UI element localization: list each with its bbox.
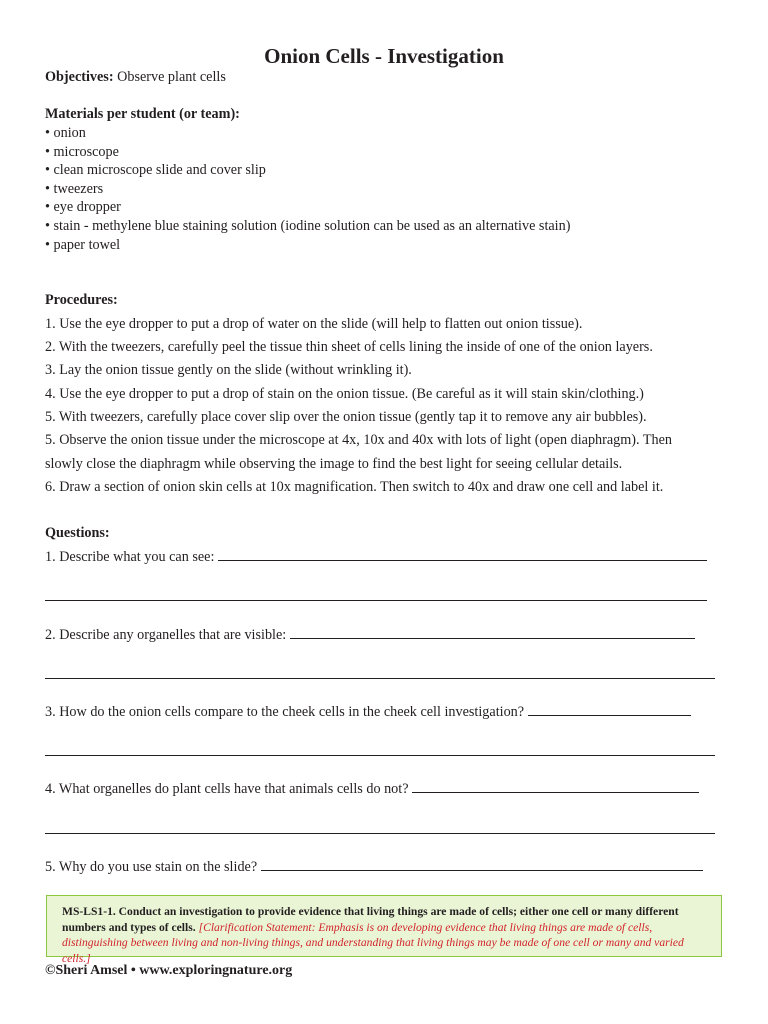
answer-line[interactable] — [45, 833, 715, 834]
standard-text — [62, 904, 712, 966]
objectives-text: Observe plant cells — [113, 69, 226, 85]
materials-item: • tweezers — [45, 181, 104, 197]
materials-heading: Materials per student (or team): — [45, 106, 240, 122]
objectives-line — [45, 68, 226, 86]
page-title: Onion Cells - Investigation — [264, 44, 504, 68]
materials-item: • eye dropper — [45, 199, 121, 215]
procedure-step: 1. Use the eye dropper to put a drop of water on the slide (will help to flatten out onion tissue). — [45, 316, 583, 332]
procedure-step: 3. Lay the onion tissue gently on the slide (without wrinkling it). — [45, 362, 412, 378]
question-4 — [45, 779, 699, 798]
procedure-step: 5. Observe the onion tissue under the microscope at 4x, 10x and 40x with lots of light (open diaphragm). Then — [45, 432, 673, 448]
copyright-footer: ©Sheri Amsel • www.exploringnature.org — [45, 963, 293, 978]
question-1 — [45, 547, 707, 566]
answer-blank[interactable] — [290, 625, 695, 639]
answer-blank[interactable] — [412, 779, 699, 793]
question-5 — [45, 857, 703, 876]
procedures-heading: Procedures: — [45, 292, 118, 308]
question-text: 4. What organelles do plant cells have that animals cells do not? — [45, 781, 409, 797]
clarification-statement: [Clarification Statement: Emphasis is on developing evidence that living things are made of cells, distinguishing between living and non-living things, and understanding that living things may be made of one cell or many and varied cells.] — [62, 920, 684, 965]
procedure-step: slowly close the diaphragm while observing the image to find the best light for seeing cellular details. — [45, 456, 623, 472]
answer-blank[interactable] — [218, 547, 707, 561]
materials-item: • paper towel — [45, 237, 121, 253]
answer-blank[interactable] — [528, 702, 691, 716]
answer-blank[interactable] — [261, 857, 703, 871]
questions-heading: Questions: — [45, 525, 110, 541]
standard-box — [46, 895, 722, 965]
procedure-step: 5. With tweezers, carefully place cover slip over the onion tissue (gently tap it to remove any air bubbles). — [45, 409, 647, 425]
standard-statement: MS-LS1-1. Conduct an investigation to provide evidence that living things are made of cells; either one cell or many different numbers and types of cells. — [62, 905, 679, 934]
materials-item: • onion — [45, 125, 86, 141]
answer-line[interactable] — [45, 678, 715, 679]
question-text: 2. Describe any organelles that are visible: — [45, 627, 287, 643]
question-text: 5. Why do you use stain on the slide? — [45, 859, 258, 875]
materials-item: • stain - methylene blue staining solution (iodine solution can be used as an alternative stain) — [45, 218, 571, 234]
procedure-step: 2. With the tweezers, carefully peel the tissue thin sheet of cells lining the inside of one of the onion layers. — [45, 339, 653, 355]
question-text: 1. Describe what you can see: — [45, 549, 215, 565]
materials-item: • microscope — [45, 144, 119, 160]
question-2 — [45, 625, 695, 644]
question-text: 3. How do the onion cells compare to the cheek cells in the cheek cell investigation? — [45, 704, 525, 720]
materials-item: • clean microscope slide and cover slip — [45, 162, 266, 178]
objectives-label: Objectives: — [45, 69, 114, 85]
procedure-step: 6. Draw a section of onion skin cells at 10x magnification. Then switch to 40x and draw one cell and label it. — [45, 479, 664, 495]
answer-line[interactable] — [45, 600, 707, 601]
procedure-step: 4. Use the eye dropper to put a drop of stain on the onion tissue. (Be careful as it will stain skin/clothing.) — [45, 386, 644, 402]
question-3 — [45, 702, 691, 721]
answer-line[interactable] — [45, 755, 715, 756]
